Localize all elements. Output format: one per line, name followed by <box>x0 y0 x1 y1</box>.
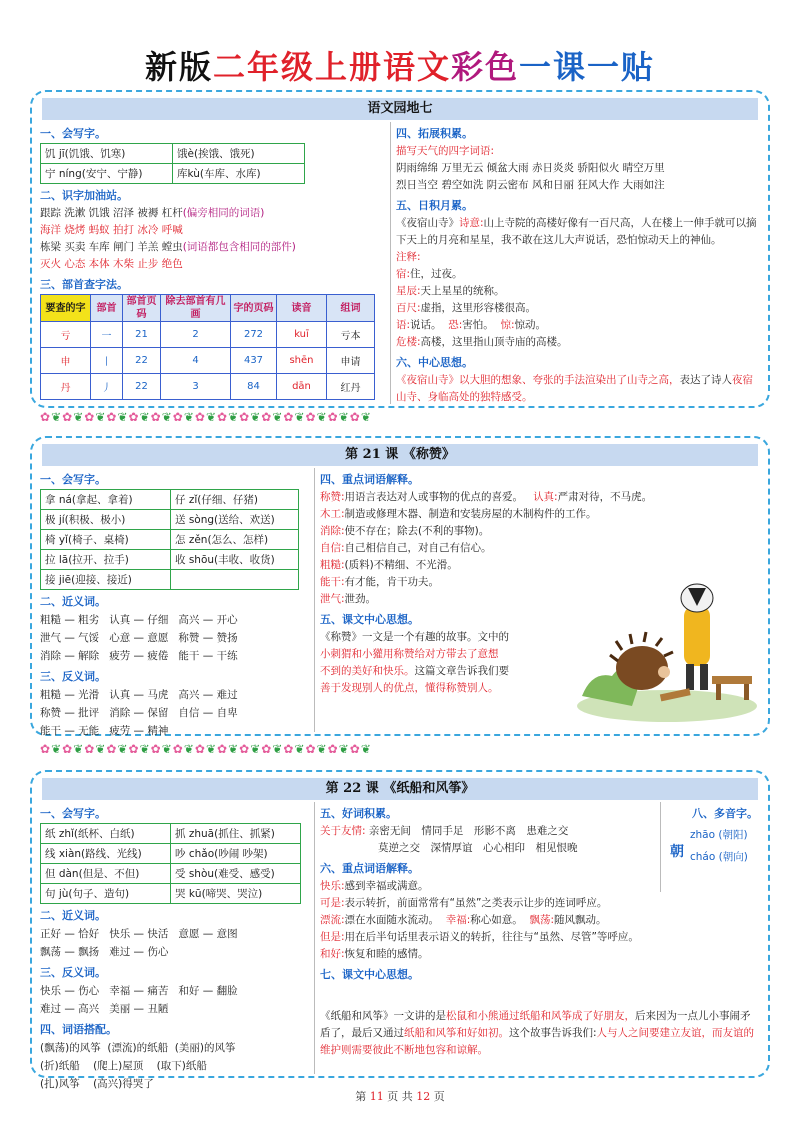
heading-antonyms: 三、反义词。 <box>40 966 106 979</box>
leaf-icon: ❦ <box>51 410 63 424</box>
expand-line-2: 烈日当空 碧空如洗 阴云密布 风和日丽 狂风大作 大雨如注 <box>396 179 665 191</box>
antonym-row: 称赞 — 批评 消除 — 保留 自信 — 自卑 <box>40 707 238 719</box>
column-header: 除去部首有几画 <box>161 295 231 322</box>
leaf-icon: ❦ <box>272 742 284 756</box>
center-thought: 《夜宿山寺》以大胆的想象、夸张的手法渲染出了山寺之高，表达了诗人夜宿山寺、身临高处的独特感受。 <box>396 374 753 403</box>
table-cell: 84 <box>231 374 277 400</box>
flower-icon: ✿ <box>217 410 229 424</box>
good-words-line: 莫逆之交 深情厚谊 心心相印 相见恨晚 <box>378 842 578 854</box>
definition-item: 消除:使不存在；除去(不利的事物)。 <box>320 525 490 537</box>
column-header: 部首 <box>91 295 123 322</box>
flower-icon: ✿ <box>128 742 140 756</box>
notes-heading: 注释: <box>396 251 421 263</box>
heading-good-words: 五、好词积累。 <box>320 807 397 820</box>
synonym-row: 粗糙 — 粗劣 认真 — 仔细 高兴 — 开心 <box>40 614 238 626</box>
center-line: 《称赞》一文是一个有趣的故事。文中的 <box>320 631 509 643</box>
collocation-row: (扎)风筝 (高兴)得哭了 <box>40 1078 154 1090</box>
synonym-row: 正好 — 恰好 快乐 — 快活 意愿 — 意图 <box>40 928 238 940</box>
definition-item: 泄气:泄劲。 <box>320 593 377 605</box>
table-cell: 饥 jī(饥饿、饥寒) <box>41 144 173 164</box>
column-divider <box>660 802 661 892</box>
table-cell: 3 <box>161 374 231 400</box>
page-footer: 第 11 页 共 12 页 <box>355 1090 445 1103</box>
flower-icon: ✿ <box>194 742 206 756</box>
flower-icon: ✿ <box>305 742 317 756</box>
write-table <box>40 823 301 904</box>
heading-collocation: 四、词语搭配。 <box>40 1023 117 1036</box>
definition-item: 快乐:感到幸福或满意。 <box>320 880 429 892</box>
flower-icon: ✿ <box>327 410 339 424</box>
table-row <box>41 570 299 590</box>
table-cell: 21 <box>123 322 161 348</box>
leaf-icon: ❦ <box>250 410 262 424</box>
flower-icon: ✿ <box>261 410 273 424</box>
table-cell: 库kù(车库、水库) <box>173 164 305 184</box>
flower-icon: ✿ <box>106 410 118 424</box>
collocation-row: (折)纸船 (爬上)屋顶 (取下)纸船 <box>40 1060 207 1072</box>
left-column <box>40 468 310 740</box>
section-lesson-21 <box>30 436 770 736</box>
flower-icon: ✿ <box>261 742 273 756</box>
boost-line-3: 栋梁 买卖 车库 闸门 羊羔 螳虫(词语都包含相同的部件) <box>40 241 296 253</box>
leaf-icon: ❦ <box>294 410 306 424</box>
leaf-icon: ❦ <box>183 742 195 756</box>
leaf-icon: ❦ <box>51 742 63 756</box>
definition-item: 可是:表示转折，前面常常有“虽然”之类表示让步的连词呼应。 <box>320 897 608 909</box>
table-row <box>41 824 301 844</box>
title-part-3: 彩色 <box>451 48 520 86</box>
flower-icon: ✿ <box>305 410 317 424</box>
boost-line-2: 海洋 烧烤 蚂蚁 拍打 冰冷 呼喊 <box>40 224 183 236</box>
leaf-icon: ❦ <box>316 742 328 756</box>
table-cell: 22 <box>123 348 161 374</box>
heading-center: 六、中心思想。 <box>396 356 473 369</box>
heading-synonyms: 二、近义词。 <box>40 595 106 608</box>
table-row <box>41 144 305 164</box>
note-item: 星辰:天上星星的统称。 <box>396 285 505 297</box>
table-cell: 抓 zhuā(抓住、抓紧) <box>171 824 301 844</box>
right-column <box>396 122 762 406</box>
note-item: 危楼:高楼，这里指山顶寺庙的高楼。 <box>396 336 568 348</box>
leaf-icon: ❦ <box>117 410 129 424</box>
title-part-1: 新版 <box>144 48 213 86</box>
heading-key-words: 四、重点词语解释。 <box>320 473 419 486</box>
polyphone-reading: cháo (朝向) <box>690 851 748 863</box>
column-header: 要查的字 <box>41 295 91 322</box>
radical-table <box>40 294 375 400</box>
antonym-row: 粗糙 — 光滑 认真 — 马虎 高兴 — 难过 <box>40 689 238 701</box>
table-row <box>41 530 299 550</box>
flower-icon: ✿ <box>172 410 184 424</box>
table-cell: 丹 <box>41 374 91 400</box>
table-cell: kuī <box>277 322 327 348</box>
leaf-icon: ❦ <box>338 410 350 424</box>
title-part-2: 二年级上册语文 <box>212 48 451 86</box>
table-cell: 哭 kū(啼哭、哭泣) <box>171 884 301 904</box>
synonym-row: 消除 — 解除 疲劳 — 疲倦 能干 — 干练 <box>40 650 238 662</box>
flower-icon: ✿ <box>327 742 339 756</box>
hedgehog-badger-illustration <box>572 576 762 726</box>
table-cell: 一 <box>91 322 123 348</box>
leaf-icon: ❦ <box>294 742 306 756</box>
table-row <box>41 374 375 400</box>
flower-icon: ✿ <box>194 410 206 424</box>
table-cell: 拿 ná(拿起、拿着) <box>41 490 171 510</box>
polyphone-reading: zhāo (朝阳) <box>690 829 748 841</box>
wood-bench <box>712 676 752 684</box>
section-banner: 第 21 课 《称赞》 <box>42 444 758 466</box>
heading-center: 七、课文中心思想。 <box>320 968 419 981</box>
flower-icon: ✿ <box>150 742 162 756</box>
bench-leg <box>744 684 749 700</box>
bench-leg <box>716 684 721 700</box>
section-banner: 语文园地七 <box>42 98 758 120</box>
table-cell: dān <box>277 374 327 400</box>
flower-icon-row <box>40 742 372 756</box>
flower-icon: ✿ <box>239 410 251 424</box>
table-cell: 但 dàn(但是、不但) <box>41 864 171 884</box>
column-header: 组词 <box>327 295 375 322</box>
section-banner: 第 22 课 《纸船和风筝》 <box>42 778 758 800</box>
boost-line-1: 跟踪 洗漱 饥饿 沼泽 被褥 杠杆(偏旁相同的词语) <box>40 207 265 219</box>
table-cell: 仔 zǐ(仔细、仔猪) <box>171 490 299 510</box>
leaf-icon: ❦ <box>205 742 217 756</box>
table-cell: 极 jí(积极、极小) <box>41 510 171 530</box>
heading-antonyms: 三、反义词。 <box>40 670 106 683</box>
hedgehog-face <box>658 666 670 678</box>
flower-icon: ✿ <box>217 742 229 756</box>
page-title <box>0 42 800 88</box>
table-cell: 吵 chǎo(吵闹 吵架) <box>171 844 301 864</box>
center-line: 善于发现别人的优点，懂得称赞别人。 <box>320 682 499 694</box>
definition-item: 木工:制造或修理木器、制造和安装房屋的木制构件的工作。 <box>320 508 597 520</box>
flower-icon: ✿ <box>283 742 295 756</box>
table-cell: 椅 yǐ(椅子、桌椅) <box>41 530 171 550</box>
table-cell <box>171 570 299 590</box>
heading-write: 一、会写字。 <box>40 473 106 486</box>
leaf-icon: ❦ <box>117 742 129 756</box>
antonym-row: 能干 — 无能 疲劳 — 精神 <box>40 725 169 737</box>
leaf-icon: ❦ <box>228 410 240 424</box>
boost-line-4: 灭火 心态 本体 木柴 止步 绝色 <box>40 258 183 270</box>
table-cell: 送 sòng(送给、欢送) <box>171 510 299 530</box>
table-cell: 亏本 <box>327 322 375 348</box>
leaf-icon: ❦ <box>161 742 173 756</box>
heading-key-words: 六、重点词语解释。 <box>320 862 419 875</box>
leaf-icon: ❦ <box>139 410 151 424</box>
table-cell: shēn <box>277 348 327 374</box>
table-cell: 22 <box>123 374 161 400</box>
left-column <box>40 802 310 1093</box>
column-header: 部首页码 <box>123 295 161 322</box>
center-thought: 《纸船和风筝》一文讲的是松鼠和小熊通过纸船和风筝成了好朋友，后来因为一点儿小事闹矛盾了，最后又通过纸船和风筝和好如初。这个故事告诉我们:人与人之间要建立友谊，而友谊的维护则需要彼此不断地包容和谅解。 <box>320 1010 755 1056</box>
note-item: 宿:住，过夜。 <box>396 268 463 280</box>
section-lesson-22 <box>30 770 770 1090</box>
expand-subtitle: 描写天气的四字词语: <box>396 145 495 157</box>
leaf-icon: ❦ <box>73 410 85 424</box>
note-item: 语:说话。 恐:害怕。 惊:惊动。 <box>396 319 547 331</box>
write-table <box>40 489 299 590</box>
leaf-icon: ❦ <box>205 410 217 424</box>
heading-write: 一、会写字。 <box>40 127 106 140</box>
good-words-line: 关于友情: 亲密无间 情同手足 形影不离 患难之交 <box>320 825 569 837</box>
table-cell: 437 <box>231 348 277 374</box>
table-row <box>41 164 305 184</box>
table-row <box>41 490 299 510</box>
definition-item: 和好:恢复和睦的感情。 <box>320 948 429 960</box>
leaf-icon: ❦ <box>316 410 328 424</box>
leaf-icon: ❦ <box>73 742 85 756</box>
right-column <box>666 802 766 883</box>
column-divider <box>390 122 391 404</box>
definition-item: 粗糙:(质料)不精细、不光滑。 <box>320 559 458 571</box>
section-yuwen-yuandi-7 <box>30 90 770 408</box>
flower-icon: ✿ <box>84 742 96 756</box>
antonym-row: 难过 — 高兴 美丽 — 丑陋 <box>40 1003 169 1015</box>
table-row <box>41 844 301 864</box>
flower-icon: ✿ <box>106 742 118 756</box>
heading-daily: 五、日积月累。 <box>396 199 473 212</box>
table-cell: 句 jù(句子、造句) <box>41 884 171 904</box>
leaf-icon: ❦ <box>183 410 195 424</box>
note-item: 百尺:虚指，这里形容楼很高。 <box>396 302 537 314</box>
heading-boost: 二、识字加油站。 <box>40 189 128 202</box>
heading-expand: 四、拓展积累。 <box>396 127 473 140</box>
leaf-icon: ❦ <box>272 410 284 424</box>
table-cell: 饿è(挨饿、饿死) <box>173 144 305 164</box>
poem-meaning: 《夜宿山寺》诗意:山上寺院的高楼好像有一百尺高，人在楼上一伸手就可以摘下天上的月亮和星星，我不敢在这儿大声说话，恐怕惊动天上的神仙。 <box>396 217 757 246</box>
column-divider <box>314 468 315 732</box>
table-cell: 2 <box>161 322 231 348</box>
table-cell: 亏 <box>41 322 91 348</box>
definition-item: 能干:有才能，肯干功夫。 <box>320 576 440 588</box>
table-row <box>41 348 375 374</box>
table-cell: 4 <box>161 348 231 374</box>
table-cell: 拉 lā(拉开、拉手) <box>41 550 171 570</box>
table-cell: 申 <box>41 348 91 374</box>
table-cell: 线 xiàn(路线、光线) <box>41 844 171 864</box>
leaf-icon: ❦ <box>228 742 240 756</box>
flower-icon: ✿ <box>84 410 96 424</box>
table-row <box>41 322 375 348</box>
table-row <box>41 510 299 530</box>
synonym-row: 飘荡 — 飘扬 难过 — 伤心 <box>40 946 169 958</box>
flower-icon: ✿ <box>349 410 361 424</box>
table-cell: 丨 <box>91 348 123 374</box>
table-cell: 红丹 <box>327 374 375 400</box>
table-cell: 纸 zhǐ(纸杯、白纸) <box>41 824 171 844</box>
antonym-row: 快乐 — 伤心 幸福 — 痛苦 和好 — 翻脸 <box>40 985 238 997</box>
leaf-icon: ❦ <box>360 410 372 424</box>
flower-icon: ✿ <box>172 742 184 756</box>
column-divider <box>314 802 315 1074</box>
table-cell: 收 shōu(丰收、收货) <box>171 550 299 570</box>
expand-line-1: 阴雨绵绵 万里无云 倾盆大雨 赤日炎炎 骄阳似火 晴空万里 <box>396 162 665 174</box>
flower-icon: ✿ <box>62 742 74 756</box>
table-cell: 接 jiē(迎接、接近) <box>41 570 171 590</box>
heading-write: 一、会写字。 <box>40 807 106 820</box>
table-cell: 申请 <box>327 348 375 374</box>
table-cell: 受 shòu(难受、感受) <box>171 864 301 884</box>
leaf-icon: ❦ <box>161 410 173 424</box>
heading-center: 五、课文中心思想。 <box>320 613 419 626</box>
left-column <box>40 122 385 400</box>
table-cell: 丿 <box>91 374 123 400</box>
polyphone-char: 朝 <box>670 844 684 860</box>
flower-icon: ✿ <box>40 410 52 424</box>
flower-icon: ✿ <box>239 742 251 756</box>
middle-column <box>320 802 660 984</box>
polyphone-block <box>666 823 766 883</box>
flower-icon: ✿ <box>128 410 140 424</box>
heading-radical: 三、部首查字法。 <box>40 278 128 291</box>
table-row <box>41 884 301 904</box>
table-row <box>41 864 301 884</box>
leaf-icon: ❦ <box>95 410 107 424</box>
flower-icon: ✿ <box>349 742 361 756</box>
table-cell: 272 <box>231 322 277 348</box>
heading-synonyms: 二、近义词。 <box>40 909 106 922</box>
title-part-4: 一课一贴 <box>519 48 656 86</box>
badger-leg <box>700 664 708 690</box>
badger-shirt <box>684 606 710 666</box>
flower-icon-row <box>40 410 372 424</box>
center-line: 不到的美好和快乐。这篇文章告诉我们要 <box>320 665 509 677</box>
leaf-icon: ❦ <box>139 742 151 756</box>
table-cell: 宁 níng(安宁、宁静) <box>41 164 173 184</box>
leaf-icon: ❦ <box>338 742 350 756</box>
flower-divider <box>40 742 760 760</box>
table-cell: 怎 zěn(怎么、怎样) <box>171 530 299 550</box>
flower-divider <box>40 410 760 428</box>
flower-icon: ✿ <box>150 410 162 424</box>
definition-item: 但是:用在后半句话里表示语义的转折，往往与“虽然、尽管”等呼应。 <box>320 931 639 943</box>
definition-item: 自信:自己相信自己，对自己有信心。 <box>320 542 492 554</box>
center-line: 小刺猬和小獾用称赞给对方带去了意想 <box>320 648 499 660</box>
synonym-row: 泄气 — 气馁 心意 — 意愿 称赞 — 赞扬 <box>40 632 238 644</box>
flower-icon: ✿ <box>283 410 295 424</box>
leaf-icon: ❦ <box>250 742 262 756</box>
table-header-row <box>41 295 375 322</box>
collocation-row: (飘荡)的风筝 (漂流)的纸船 (美丽)的风筝 <box>40 1042 236 1054</box>
table-row <box>41 550 299 570</box>
definition-item: 称赞:用语言表达对人或事物的优点的喜爱。 认真:严肃对待，不马虎。 <box>320 491 653 503</box>
leaf-icon: ❦ <box>95 742 107 756</box>
badger-leg <box>686 664 694 690</box>
heading-polyphone: 八、多音字。 <box>692 807 758 820</box>
center-thought-block <box>320 1008 760 1059</box>
leaf-icon: ❦ <box>360 742 372 756</box>
write-table <box>40 143 305 184</box>
flower-icon: ✿ <box>40 742 52 756</box>
definition-item: 漂流:漂在水面随水流动。 幸福:称心如意。 飘荡:随风飘动。 <box>320 914 607 926</box>
flower-icon: ✿ <box>62 410 74 424</box>
column-header: 字的页码 <box>231 295 277 322</box>
column-header: 读音 <box>277 295 327 322</box>
